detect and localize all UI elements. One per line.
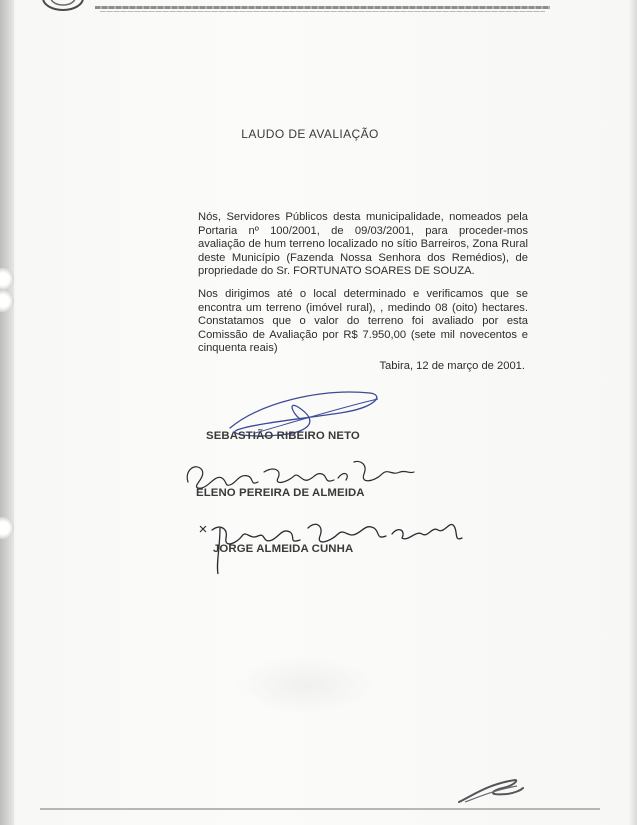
place-and-date: Tabira, 12 de março de 2001. [379,360,525,372]
scan-left-edge [0,0,14,825]
signatory-name-1: SEBASTIÃO RIBEIRO NETO [206,430,360,442]
letterhead-emblem-icon [38,0,88,14]
scan-blemish [235,655,375,715]
letterhead-rule [95,6,550,9]
scan-right-edge [629,0,637,825]
letterhead-rule-thin [100,11,545,12]
rubric-mark-icon [455,772,525,806]
footer-rule [40,808,600,810]
paragraph-valuation: Nos dirigimos até o local determinado e verificamos que se encontra um terreno (imóvel rural), , medindo 08 (oito) hectares. Constatamos que o valor do terreno foi avaliado por esta Comissão de Avaliação por R$ 7.950,00 (sete mil novecentos e cinquenta reais) [198,288,528,354]
document-title-text: LAUDO DE AVALIAÇÃO [241,127,379,141]
paragraph-appointment: Nós, Servidores Públicos desta municipalidade, nomeados pela Portaria nº 100/2001, de 09/03/2001, para proceder-mos avaliação de hum terreno localizado no sítio Barreiros, Zona Rural deste Município (Fazenda Nossa Senhora dos Remédios), de propriedade do Sr. FORTUNATO SOARES DE SOUZA. [198,211,528,277]
signatory-name-3: JORGE ALMEIDA CUNHA [213,543,354,555]
signatory-name-2: ELENO PEREIRA DE ALMEIDA [196,487,365,499]
document-title [0,127,600,141]
